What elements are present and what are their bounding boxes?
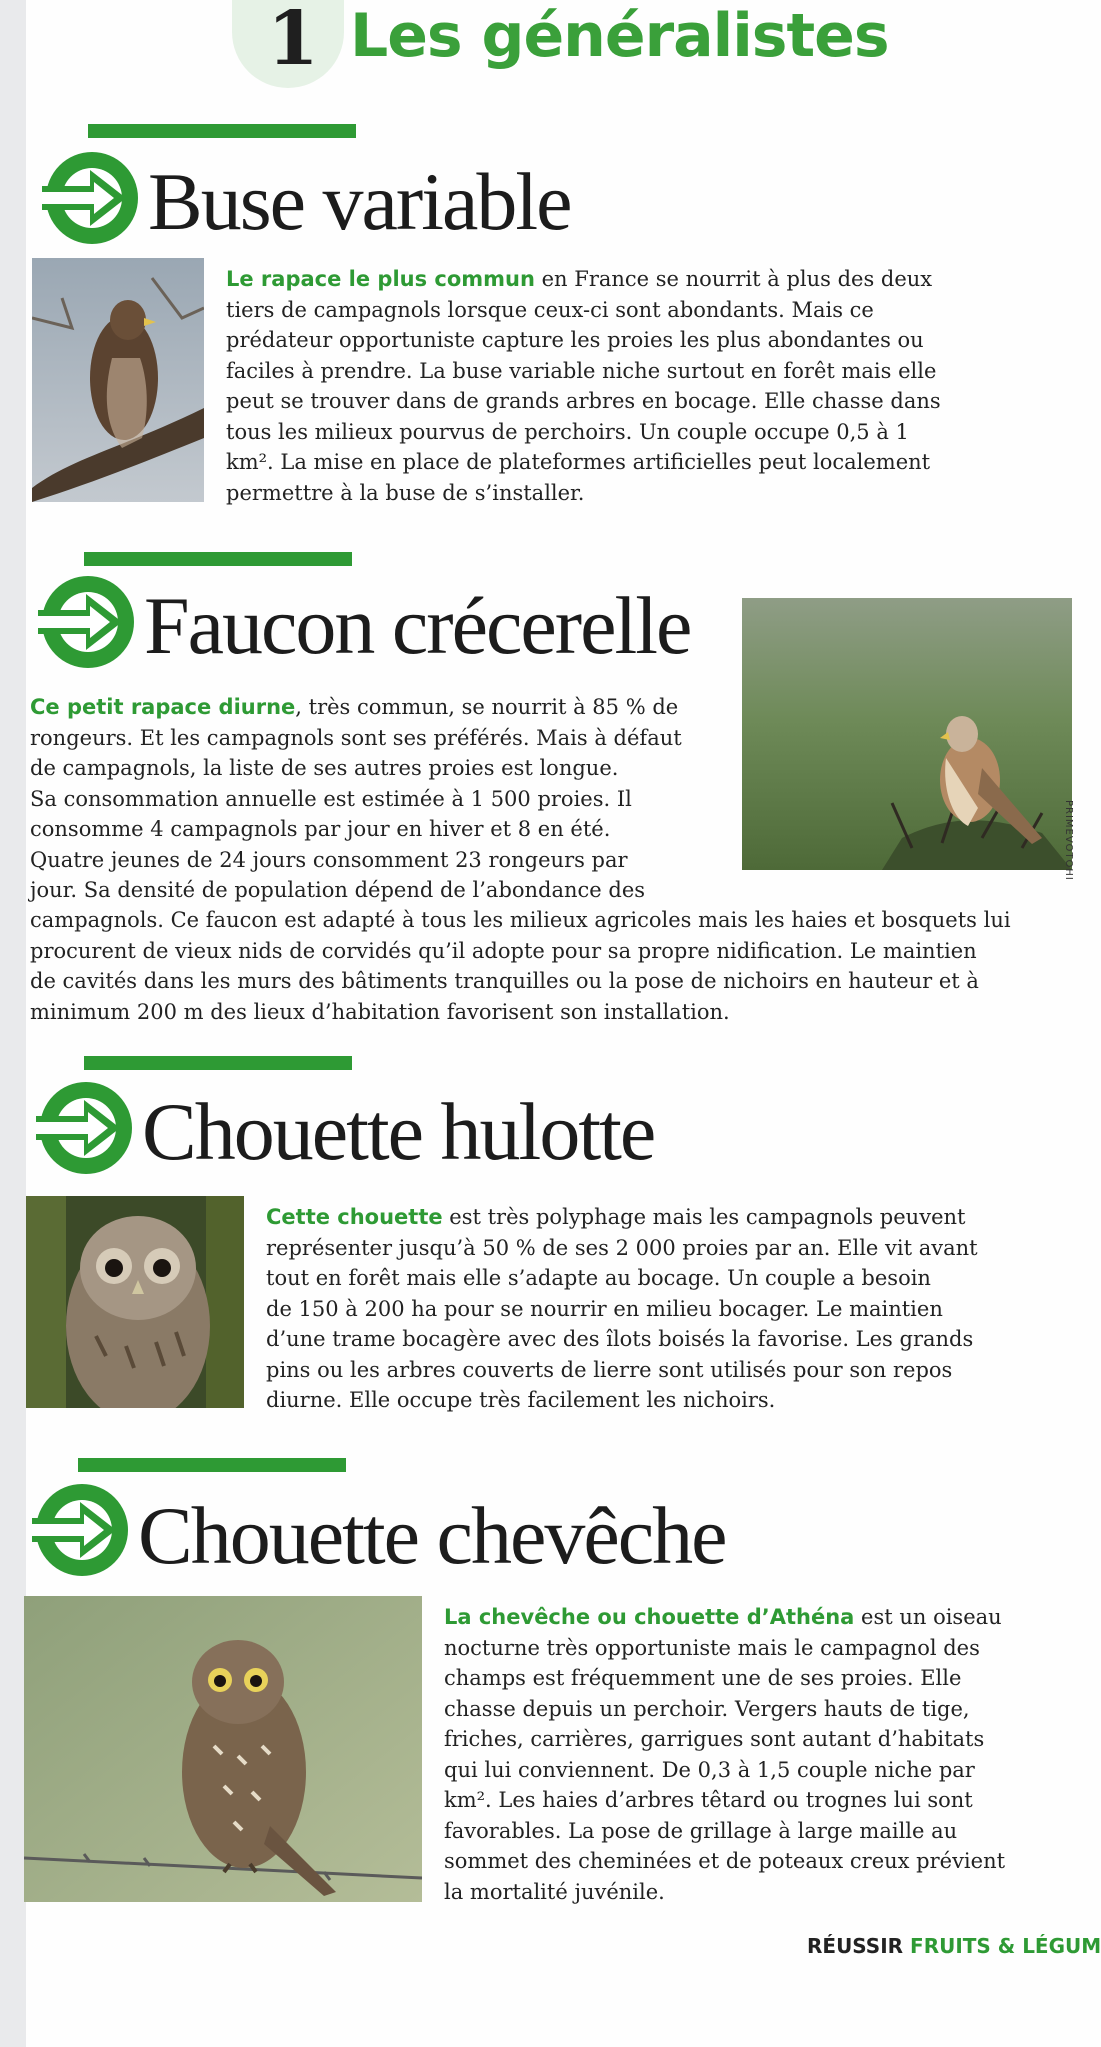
body-line: sommet des cheminées et de poteaux creux prévient xyxy=(444,1849,1006,1873)
body-line: de campagnols, la liste de ses autres proies est longue. xyxy=(30,756,619,780)
section-body xyxy=(266,1202,1066,1416)
body-line: km². Les haies d’arbres têtard ou trognes lui sont xyxy=(444,1788,973,1812)
body-line: campagnols. Ce faucon est adapté à tous les milieux agricoles mais les haies et bosquets lui xyxy=(30,908,1011,932)
body-line: tous les milieux pourvus de perchoirs. Un couple occupe 0,5 à 1 xyxy=(226,419,909,444)
section-rule xyxy=(84,1056,352,1070)
arrow-right-icon xyxy=(32,1480,132,1580)
section-rule xyxy=(84,552,352,566)
tawny-owl-photo xyxy=(26,1196,244,1408)
little-owl-photo xyxy=(24,1596,422,1902)
body-line: Le rapace le plus commun en France se nourrit à plus des deux xyxy=(226,267,933,291)
body-line: la mortalité juvénile. xyxy=(444,1879,665,1904)
section-rule xyxy=(78,1458,346,1472)
section-body-wide xyxy=(30,905,1080,1027)
body-line: friches, carrières, garrigues sont autant d’habitats xyxy=(444,1727,985,1751)
body-line: Quatre jeunes de 24 jours consomment 23 rongeurs par xyxy=(30,847,628,872)
body-line: nocturne très opportuniste mais le campagnol des xyxy=(444,1635,980,1660)
body-line: km². La mise en place de plateformes artificielles peut localement xyxy=(226,450,931,474)
body-line: tout en forêt mais elle s’adapte au bocage. Un couple a besoin xyxy=(266,1266,931,1290)
section-body xyxy=(226,264,1026,508)
photo-credit: PRIMEVOTOHI xyxy=(1063,800,1074,881)
section-title: Faucon crécerelle xyxy=(144,580,691,671)
footer-masthead xyxy=(807,1934,1101,1958)
body-line: qui lui conviennent. De 0,3 à 1,5 couple niche par xyxy=(444,1757,975,1782)
body-line: d’une trame bocagère avec des îlots boisés la favorise. Les grands xyxy=(266,1327,974,1351)
lead-text: Cette chouette xyxy=(266,1205,443,1229)
body-line: favorables. La pose de grillage à large maille au xyxy=(444,1818,958,1843)
body-line: faciles à prendre. La buse variable niche surtout en forêt mais elle xyxy=(226,358,937,383)
section-title: Buse variable xyxy=(148,156,571,247)
body-line: Sa consommation annuelle est estimée à 1 500 proies. Il xyxy=(30,786,632,811)
footer-prefix: RÉUSSIR xyxy=(807,1934,904,1958)
chapter-number: 1 xyxy=(267,0,319,82)
body-line: de cavités dans les murs des bâtiments tranquilles ou la pose de nichoirs en hauteur et à xyxy=(30,969,979,993)
kestrel-photo xyxy=(742,598,1072,870)
body-line: peut se trouver dans de grands arbres en bocage. Elle chasse dans xyxy=(226,389,941,413)
section-title: Chouette chevêche xyxy=(138,1490,726,1581)
body-line: jour. Sa densité de population dépend de l’abondance des xyxy=(30,878,646,902)
section-body xyxy=(30,692,730,906)
footer-accent: FRUITS & LÉGUM xyxy=(910,1934,1101,1958)
body-line: procurent de vieux nids de corvidés qu’il adopte pour sa propre nidification. Le maintien xyxy=(30,938,977,963)
arrow-right-icon xyxy=(38,572,138,672)
lead-text: Le rapace le plus commun xyxy=(226,267,535,291)
section-title: Chouette hulotte xyxy=(142,1086,655,1177)
arrow-right-icon xyxy=(36,1078,136,1178)
body-line: diurne. Elle occupe très facilement les nichoirs. xyxy=(266,1388,776,1412)
body-line: La chevêche ou chouette d’Athéna est un oiseau xyxy=(444,1605,1002,1629)
body-line: Cette chouette est très polyphage mais les campagnols peuvent xyxy=(266,1205,966,1229)
body-line: Ce petit rapace diurne, très commun, se nourrit à 85 % de xyxy=(30,695,679,719)
body-line: minimum 200 m des lieux d’habitation favorisent son installation. xyxy=(30,999,730,1024)
buzzard-photo xyxy=(32,258,204,502)
body-line: pins ou les arbres couverts de lierre sont utilisés pour son repos xyxy=(266,1357,953,1382)
chapter-title: Les généralistes xyxy=(350,1,889,71)
section-rule xyxy=(88,124,356,138)
body-line: tiers de campagnols lorsque ceux-ci sont abondants. Mais ce xyxy=(226,297,874,322)
page-gutter xyxy=(0,0,26,2047)
lead-text: La chevêche ou chouette d’Athéna xyxy=(444,1605,855,1629)
lead-text: Ce petit rapace diurne xyxy=(30,695,296,719)
body-line: champs est fréquemment une de ses proies. Elle xyxy=(444,1666,962,1690)
body-line: consomme 4 campagnols par jour en hiver et 8 en été. xyxy=(30,817,611,841)
body-line: représenter jusqu’à 50 % de ses 2 000 proies par an. Elle vit avant xyxy=(266,1235,978,1260)
body-line: de 150 à 200 ha pour se nourrir en milieu bocager. Le maintien xyxy=(266,1296,943,1321)
body-line: rongeurs. Et les campagnols sont ses préférés. Mais à défaut xyxy=(30,725,682,750)
arrow-right-icon xyxy=(42,148,142,248)
section-body xyxy=(444,1602,1084,1907)
body-line: permettre à la buse de s’installer. xyxy=(226,480,585,505)
body-line: chasse depuis un perchoir. Vergers hauts de tige, xyxy=(444,1696,970,1721)
body-line: prédateur opportuniste capture les proies les plus abondantes ou xyxy=(226,328,924,352)
